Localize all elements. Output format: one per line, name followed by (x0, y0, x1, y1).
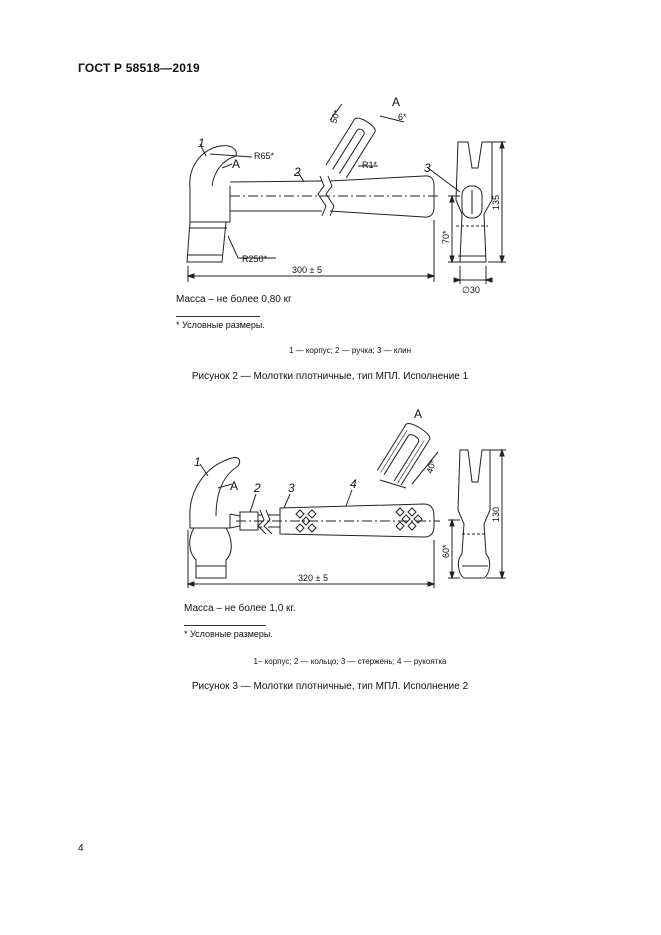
fig3-callout-3: 3 (288, 481, 295, 495)
fig2-dim-6: 6* (398, 112, 407, 122)
fig2-dim-dia: ∅30 (462, 285, 480, 295)
fig3-mass: Масса – не более 1,0 кг. (184, 603, 296, 614)
fig2-dim-r65: R65* (254, 151, 275, 161)
page-number: 4 (78, 843, 84, 854)
document-header: ГОСТ Р 58518—2019 (78, 61, 200, 75)
fig3-view-label-side: A (230, 479, 239, 493)
fig2-dim-length: 300 ± 5 (292, 265, 322, 275)
fig3-callout-1: 1 (194, 455, 201, 469)
fig3-grip-pattern (296, 508, 422, 532)
fig2-claw-outline (190, 146, 237, 188)
fig2-footnote-rule (176, 316, 260, 317)
fig3-dim-length: 320 ± 5 (298, 573, 328, 583)
fig2-callout-1: 1 (198, 136, 205, 150)
fig3-footnote: * Условные размеры. (184, 629, 273, 639)
fig3-dim-height: 130 (491, 506, 501, 522)
fig3-callout-4: 4 (350, 477, 357, 491)
fig2-callout-2: 2 (294, 165, 301, 179)
fig2-side-view (456, 142, 492, 262)
fig2-dim-height: 135 (491, 194, 501, 210)
fig2-dim-50: 50* (328, 108, 343, 125)
fig2-callout-3: 3 (424, 161, 431, 175)
fig2-legend: 1 — корпус; 2 — ручка; 3 — клин (288, 346, 412, 355)
fig3-caption: Рисунок 3 — Молотки плотничные, тип МПЛ. Исполнение 2 (191, 681, 469, 692)
fig3-view-a-wedge (377, 421, 432, 485)
fig2-dim-r250: R250* (242, 254, 268, 264)
fig2-caption: Рисунок 2 — Молотки плотничные, тип МПЛ. Исполнение 1 (191, 371, 469, 382)
fig2-view-label: A (392, 95, 401, 109)
fig3-callout-2: 2 (254, 481, 261, 495)
fig2-dim-r1: R1* (362, 160, 378, 170)
fig2-dim-h70: 70* (441, 230, 451, 244)
fig3-footnote-rule (184, 625, 266, 626)
fig3-dim-40: 40* (424, 458, 439, 475)
fig3-legend: 1– корпус; 2 — кольцо; 3 — стержень; 4 — рукоятка (253, 657, 447, 666)
fig3-dim-h60: 60* (441, 544, 451, 558)
fig3-striking-face (190, 528, 232, 578)
fig2-mass: Масса – не более 0,80 кг (176, 294, 292, 305)
fig2-view-label-side: A (232, 157, 241, 171)
fig3-view-label: A (414, 407, 423, 421)
fig2-footnote: * Условные размеры. (176, 320, 265, 330)
fig3-side-view (458, 450, 490, 578)
